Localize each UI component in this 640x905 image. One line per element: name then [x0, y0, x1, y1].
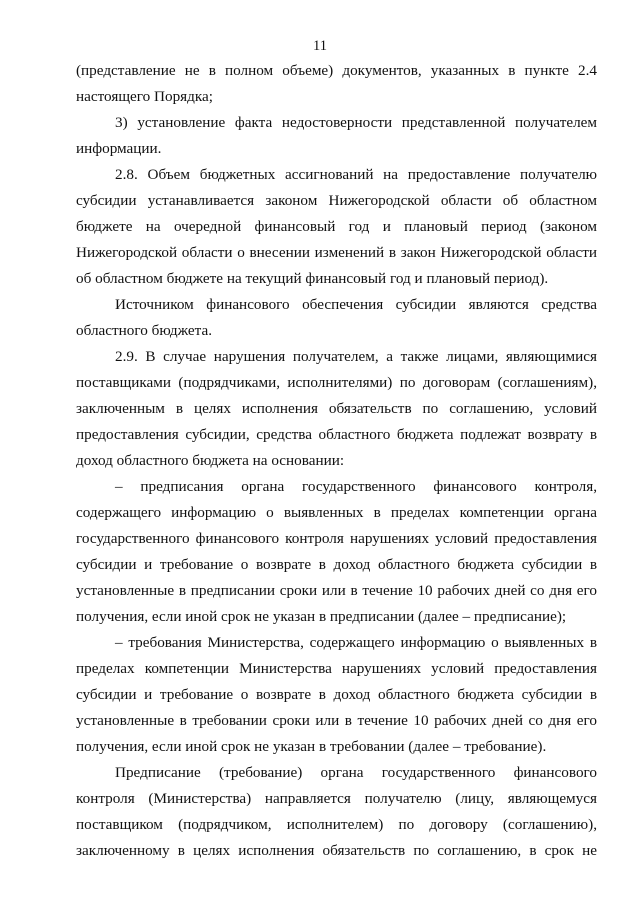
page-number: 11: [313, 38, 327, 54]
paragraph: – предписания органа государственного финансового контроля, содержащего информацию о выявленных в пределах компетенции органа государственного финансового контроля нарушениях условий предоставления субсидии и требование о возврате в доход областного бюджета субсидии в установленные в предписании сроки или в течение 10 рабочих дней со дня его получения, если иной срок не указан в предписании (далее – предписание);: [76, 478, 597, 625]
paragraph: 2.9. В случае нарушения получателем, а также лицами, являющимися поставщиками (подрядчиками, исполнителями) по договорам (соглашениям), заключенным в целях исполнения обязательств по соглашению, условий предоставления субсидии, средства областного бюджета подлежат возврату в доход областного бюджета на основании:: [76, 348, 597, 469]
paragraph: Предписание (требование) органа государственного финансового контроля (Министерства) направляется получателю (лицу, являющемуся поставщиком (подрядчиком, исполнителем) по договору (соглашению), заключенному в целях исполнения обязательств по соглашению, в срок не: [76, 764, 597, 859]
paragraph: (представление не в полном объеме) документов, указанных в пункте 2.4 настоящего Порядка;: [76, 62, 597, 105]
paragraph: Источником финансового обеспечения субсидии являются средства областного бюджета.: [76, 296, 597, 339]
paragraph: 2.8. Объем бюджетных ассигнований на предоставление получателю субсидии устанавливается законом Нижегородской области об областном бюджете на очередной финансовый год и плановый период (законом Нижегородской области о внесении изменений в закон Нижегородской области об областном бюджете на текущий финансовый год и плановый период).: [76, 166, 597, 287]
document-body: [76, 58, 597, 864]
paragraph: – требования Министерства, содержащего информацию о выявленных в пределах компетенции Министерства нарушениях условий предоставления субсидии и требование о возврате в доход областного бюджета субсидии в установленные в требовании сроки или в течение 10 рабочих дней со дня его получения, если иной срок не указан в требовании (далее – требование).: [76, 634, 597, 755]
paragraph: 3) установление факта недостоверности представленной получателем информации.: [76, 114, 597, 157]
